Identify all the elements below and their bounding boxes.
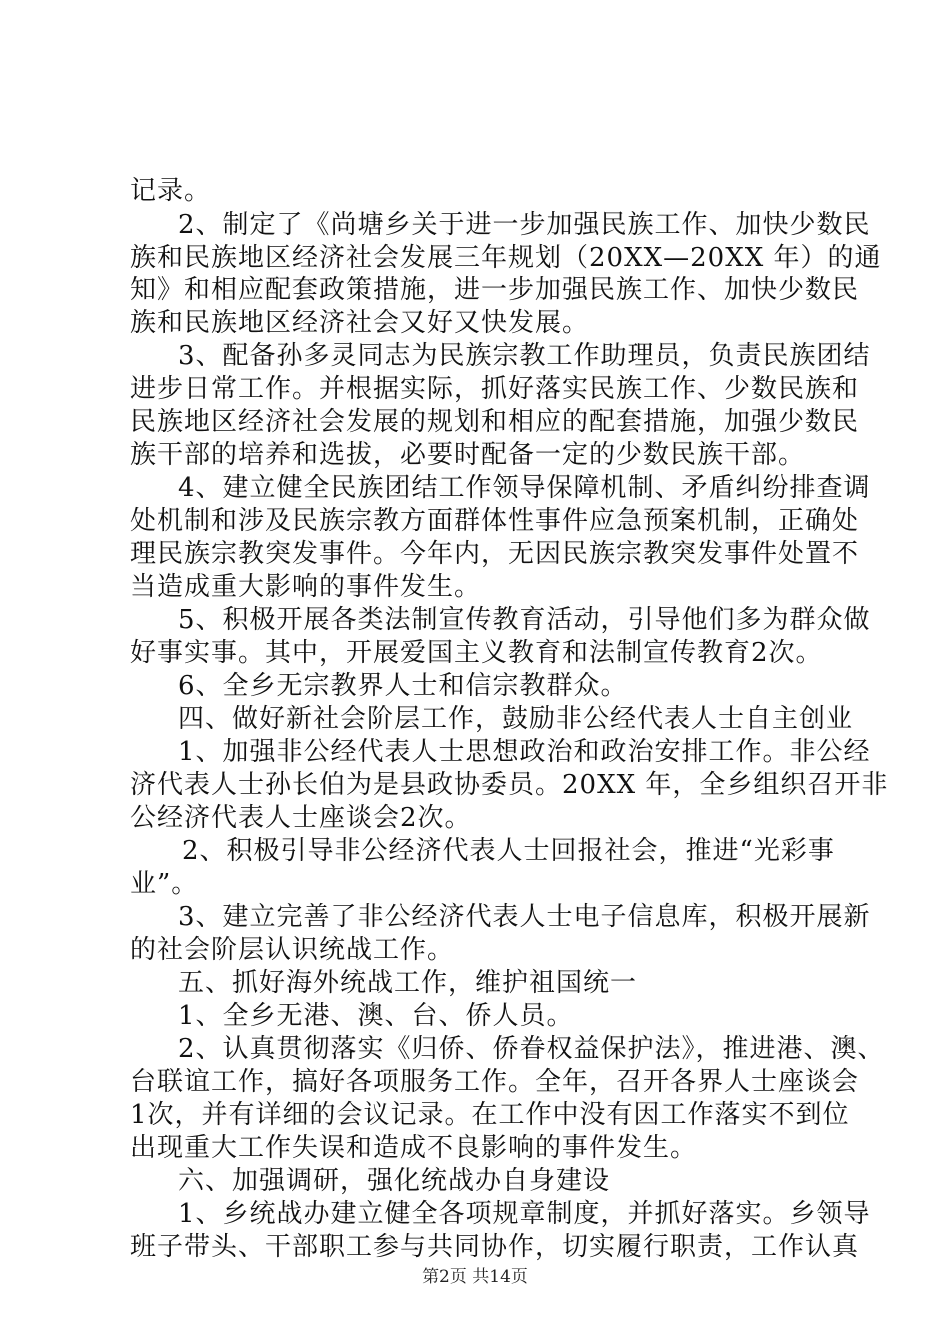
text-line: 2、积极引导非公经济代表人士回报社会，推进“光彩事 xyxy=(182,836,835,866)
text-line: 理民族宗教突发事件。今年内，无因民族宗教突发事件处置不 xyxy=(130,539,860,569)
text-line: 记录。 xyxy=(130,176,212,206)
text-line: 1、加强非公经代表人士思想政治和政治安排工作。非公经 xyxy=(178,737,871,767)
text-line: 1次，并有详细的会议记录。在工作中没有因工作落实不到位 xyxy=(130,1100,850,1130)
text-line: 好事实事。其中，开展爱国主义教育和法制宣传教育2次。 xyxy=(130,638,823,668)
text-line: 6、全乡无宗教界人士和信宗教群众。 xyxy=(178,671,628,701)
text-line: 4、建立健全民族团结工作领导保障机制、矛盾纠纷排查调 xyxy=(178,473,871,503)
text-line: 台联谊工作，搞好各项服务工作。全年，召开各界人士座谈会 xyxy=(130,1067,860,1097)
text-line: 进步日常工作。并根据实际，抓好落实民族工作、少数民族和 xyxy=(130,374,860,404)
text-line: 族干部的培养和选拔，必要时配备一定的少数民族干部。 xyxy=(130,440,806,470)
text-line: 3、配备孙多灵同志为民族宗教工作助理员，负责民族团结 xyxy=(178,341,871,371)
text-line: 1、乡统战办建立健全各项规章制度，并抓好落实。乡领导 xyxy=(178,1199,871,1229)
text-line: 3、建立完善了非公经济代表人士电子信息库，积极开展新 xyxy=(178,902,871,932)
text-line: 1、全乡无港、澳、台、侨人员。 xyxy=(178,1001,574,1031)
text-line: 业”。 xyxy=(130,869,199,899)
section-heading: 四、做好新社会阶层工作，鼓励非公经代表人士自主创业 xyxy=(178,704,854,734)
text-line: 班子带头、干部职工参与共同协作，切实履行职责，工作认真 xyxy=(130,1232,860,1262)
text-line: 当造成重大影响的事件发生。 xyxy=(130,572,482,602)
text-line: 5、积极开展各类法制宣传教育活动，引导他们多为群众做 xyxy=(178,605,871,635)
text-line: 公经济代表人士座谈会2次。 xyxy=(130,803,472,833)
text-line: 济代表人士孙长伯为是县政协委员。20XX 年，全乡组织召开非 xyxy=(130,770,889,800)
text-line: 2、认真贯彻落实《归侨、侨眷权益保护法》，推进港、澳、 xyxy=(178,1034,885,1064)
text-line: 族和民族地区经济社会发展三年规划（20XX—20XX 年）的通 xyxy=(130,243,882,273)
text-line: 处机制和涉及民族宗教方面群体性事件应急预案机制，正确处 xyxy=(130,506,860,536)
text-line: 族和民族地区经济社会又好又快发展。 xyxy=(130,308,590,338)
text-line: 2、制定了《尚塘乡关于进一步加强民族工作、加快少数民 xyxy=(178,210,871,240)
section-heading: 六、加强调研，强化统战办自身建设 xyxy=(178,1166,611,1196)
text-line: 的社会阶层认识统战工作。 xyxy=(130,935,455,965)
page-footer: 第2页 共14页 xyxy=(422,1267,528,1287)
section-heading: 五、抓好海外统战工作，维护祖国统一 xyxy=(178,968,638,998)
text-line: 知》和相应配套政策措施，进一步加强民族工作、加快少数民 xyxy=(130,275,860,305)
text-line: 民族地区经济社会发展的规划和相应的配套措施，加强少数民 xyxy=(130,407,860,437)
text-line: 出现重大工作失误和造成不良影响的事件发生。 xyxy=(130,1133,698,1163)
